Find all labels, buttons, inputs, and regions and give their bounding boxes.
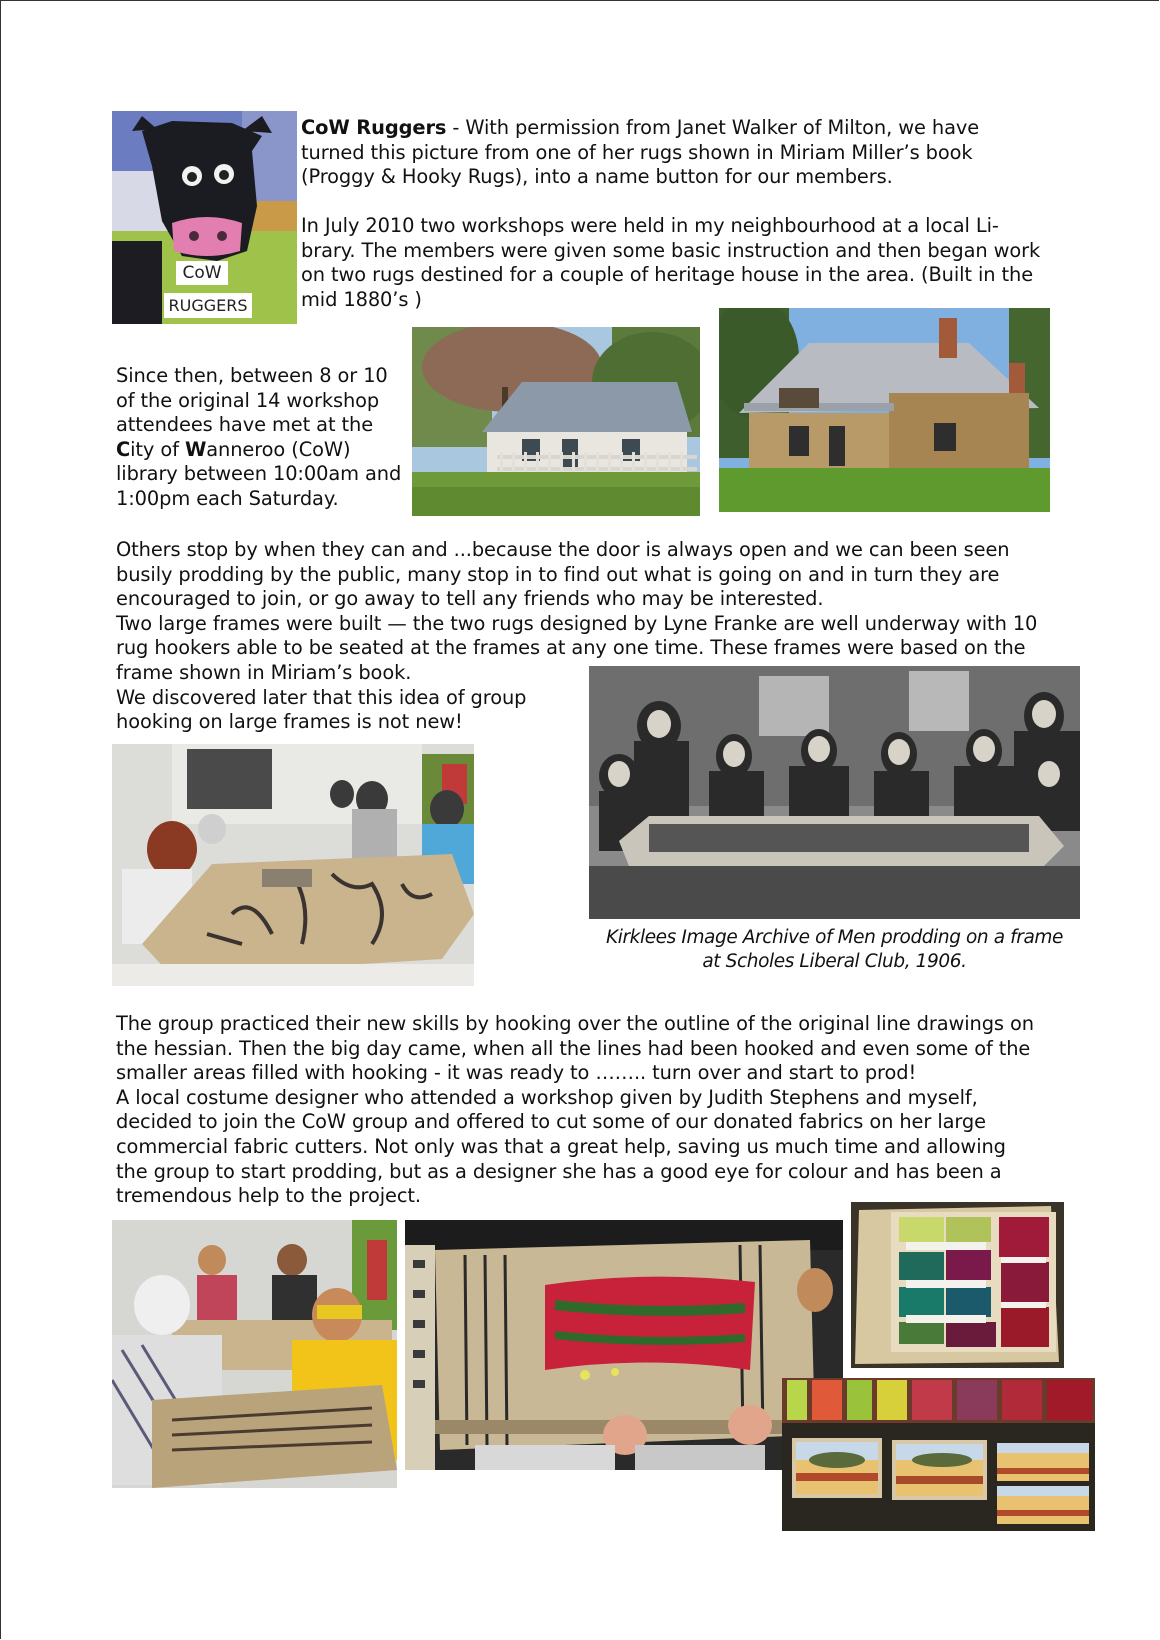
- workshops-line: mid 1880’s ): [301, 287, 422, 311]
- others-line: busily prodding by the public, many stop in to find out what is going on and in turn they are: [116, 562, 1000, 586]
- practice-line: decided to join the CoW group and offered to cut some of our donated fabrics on her large: [116, 1110, 986, 1134]
- since-line: attendees have met at the: [116, 413, 374, 437]
- city-text: ity of: [130, 437, 185, 461]
- others-line: Two large frames were built — the two rugs designed by Lyne Franke are well underway with 10: [116, 611, 1038, 635]
- practice-line: the hessian. Then the big day came, when all the lines had been hooked and even some of the: [116, 1036, 1031, 1060]
- archive-men-prodding-photo: [589, 666, 1080, 919]
- practice-line: tremendous help to the project.: [116, 1184, 421, 1208]
- heritage-house-photo-2: [719, 308, 1050, 512]
- women-prodding-frame-photo: [112, 1220, 397, 1488]
- since-line: library between 10:00am and: [116, 462, 402, 486]
- logo-line-ruggers: RUGGERS: [168, 296, 248, 315]
- practice-line: smaller areas filled with hooking - it was ready to …….. turn over and start to prod!: [116, 1061, 917, 1085]
- since-line: Since then, between 8 or 10: [116, 364, 388, 387]
- rug-frame-held-up-photo: [405, 1220, 843, 1470]
- group-hooking-workshop-photo: [112, 744, 474, 986]
- fabric-and-landscape-designs-photo: [782, 1378, 1095, 1531]
- workshops-line: brary. The members were given some basic instruction and then began work: [301, 238, 1041, 262]
- city-initial-c: C: [116, 437, 131, 461]
- logo-line-cow: CoW: [182, 263, 222, 283]
- practice-line: A local costume designer who attended a workshop given by Judith Stephens and myself,: [116, 1085, 978, 1109]
- since-line: of the original 14 workshop: [116, 388, 380, 412]
- others-line: encouraged to join, or go away to tell any friends who may be interested.: [116, 587, 824, 611]
- city-text-tail: anneroo (CoW): [206, 437, 351, 461]
- caption-line: at Scholes Liberal Club, 1906.: [702, 951, 967, 972]
- intro-paragraph: [301, 116, 1046, 190]
- intro-lead: CoW Ruggers: [301, 116, 447, 139]
- others-line: hooking on large frames is not new!: [116, 710, 463, 734]
- heritage-house-photo-1: [412, 327, 700, 516]
- city-initial-w: W: [184, 437, 207, 461]
- others-line: frame shown in Miriam’s book.: [116, 660, 412, 684]
- others-line: We discovered later that this idea of group: [116, 685, 527, 709]
- others-line: rug hookers able to be seated at the frames at any one time. These frames were based on the: [116, 636, 1026, 660]
- since-line: 1:00pm each Saturday.: [116, 486, 339, 510]
- practice-paragraph: [116, 1012, 1066, 1209]
- since-city-line: [116, 438, 406, 463]
- archive-caption: [589, 926, 1080, 974]
- intro-rest: - With permission from Janet Walker of Milton, we have turned this picture from one of her rugs shown in Miriam Miller’s book (Proggy & Hooky Rugs), into a name button for our members.: [301, 116, 980, 189]
- practice-line: The group practiced their new skills by hooking over the outline of the original line drawings on: [116, 1012, 1034, 1035]
- caption-line: Kirklees Image Archive of Men prodding on a frame: [605, 927, 1064, 948]
- others-line: Others stop by when they can and ...because the door is always open and we can been seen: [116, 538, 1010, 561]
- workshops-line: on two rugs destined for a couple of heritage house in the area. (Built in the: [301, 263, 1034, 287]
- practice-line: the group to start prodding, but as a designer she has a good eye for colour and has been a: [116, 1159, 1002, 1183]
- cow-ruggers-logo: [112, 111, 297, 324]
- box-of-fabric-strips-photo: [851, 1202, 1064, 1368]
- since-paragraph: [116, 364, 406, 512]
- workshops-paragraph: [301, 214, 1061, 312]
- practice-line: commercial fabric cutters. Not only was that a great help, saving us much time and allowing: [116, 1134, 1006, 1158]
- workshops-line: In July 2010 two workshops were held in my neighbourhood at a local Li-: [301, 214, 999, 237]
